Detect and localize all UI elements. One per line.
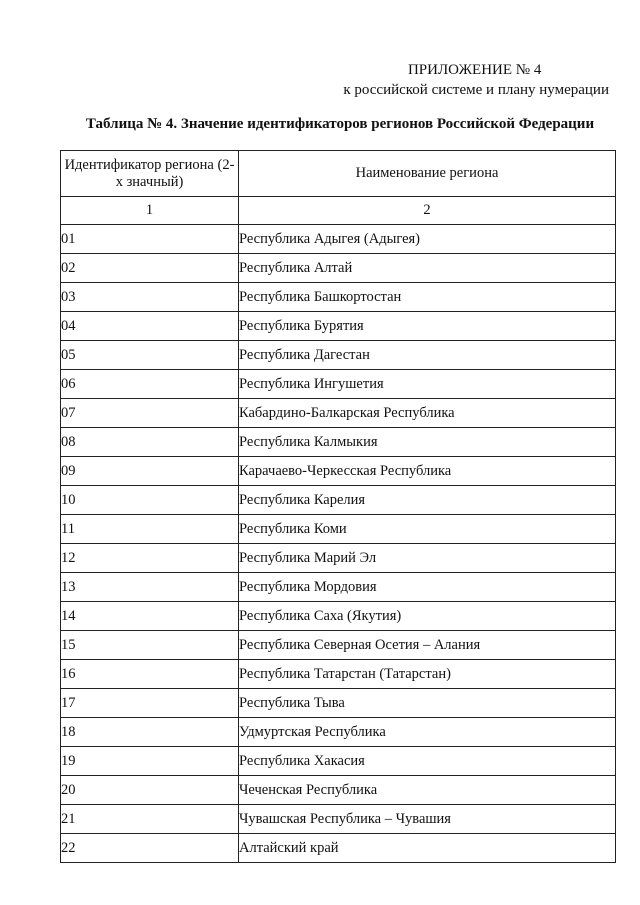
region-name-cell: Республика Мордовия <box>239 573 616 602</box>
region-id-cell: 13 <box>61 573 239 602</box>
table-row <box>61 805 616 834</box>
region-name-cell: Республика Северная Осетия – Алания <box>239 631 616 660</box>
region-id-cell: 17 <box>61 689 239 718</box>
region-id-cell: 16 <box>61 660 239 689</box>
region-id-cell: 03 <box>61 283 239 312</box>
column-header-region-name: Наименование региона <box>239 151 616 197</box>
table-row <box>61 660 616 689</box>
table-row <box>61 573 616 602</box>
table-row <box>61 544 616 573</box>
table-row <box>61 631 616 660</box>
region-name-cell: Карачаево-Черкесская Республика <box>239 457 616 486</box>
region-id-cell: 02 <box>61 254 239 283</box>
table-row <box>61 283 616 312</box>
table-row <box>61 457 616 486</box>
region-id-cell: 09 <box>61 457 239 486</box>
region-id-cell: 12 <box>61 544 239 573</box>
region-id-cell: 06 <box>61 370 239 399</box>
table-row <box>61 312 616 341</box>
region-id-cell: 08 <box>61 428 239 457</box>
region-id-cell: 04 <box>61 312 239 341</box>
region-name-cell: Республика Адыгея (Адыгея) <box>239 225 616 254</box>
table-title: Таблица № 4. Значение идентификаторов регионов Российской Федерации <box>85 116 595 132</box>
region-name-cell: Алтайский край <box>239 834 616 863</box>
region-id-cell: 07 <box>61 399 239 428</box>
table-row <box>61 718 616 747</box>
table-row <box>61 225 616 254</box>
region-id-cell: 19 <box>61 747 239 776</box>
region-id-cell: 05 <box>61 341 239 370</box>
region-name-cell: Чувашская Республика – Чувашия <box>239 805 616 834</box>
region-name-cell: Республика Хакасия <box>239 747 616 776</box>
table-row <box>61 602 616 631</box>
region-name-cell: Республика Калмыкия <box>239 428 616 457</box>
region-id-cell: 20 <box>61 776 239 805</box>
region-id-cell: 01 <box>61 225 239 254</box>
region-name-cell: Республика Карелия <box>239 486 616 515</box>
region-name-cell: Республика Марий Эл <box>239 544 616 573</box>
region-name-cell: Республика Тыва <box>239 689 616 718</box>
region-id-cell: 22 <box>61 834 239 863</box>
region-id-cell: 21 <box>61 805 239 834</box>
table-row <box>61 776 616 805</box>
regions-table <box>60 150 616 863</box>
region-name-cell: Удмуртская Республика <box>239 718 616 747</box>
table-row <box>61 428 616 457</box>
table-row <box>61 515 616 544</box>
table-row <box>61 834 616 863</box>
region-id-cell: 14 <box>61 602 239 631</box>
region-id-cell: 10 <box>61 486 239 515</box>
table-header-row <box>61 151 616 197</box>
table-row <box>61 370 616 399</box>
table-row <box>61 747 616 776</box>
region-name-cell: Республика Башкортостан <box>239 283 616 312</box>
appendix-subtitle: к российской системе и плану нумерации <box>343 82 609 98</box>
column-number-1: 1 <box>61 197 239 225</box>
table-row <box>61 486 616 515</box>
region-name-cell: Республика Ингушетия <box>239 370 616 399</box>
region-name-cell: Республика Саха (Якутия) <box>239 602 616 631</box>
region-name-cell: Республика Дагестан <box>239 341 616 370</box>
table-row <box>61 399 616 428</box>
table-row <box>61 689 616 718</box>
table-row <box>61 254 616 283</box>
appendix-header <box>343 60 609 100</box>
region-id-cell: 18 <box>61 718 239 747</box>
region-name-cell: Республика Татарстан (Татарстан) <box>239 660 616 689</box>
region-name-cell: Республика Алтай <box>239 254 616 283</box>
region-id-cell: 15 <box>61 631 239 660</box>
region-name-cell: Республика Коми <box>239 515 616 544</box>
column-number-row <box>61 197 616 225</box>
region-name-cell: Чеченская Республика <box>239 776 616 805</box>
appendix-title: ПРИЛОЖЕНИЕ № 4 <box>407 62 542 78</box>
table-row <box>61 341 616 370</box>
region-name-cell: Кабардино-Балкарская Республика <box>239 399 616 428</box>
region-name-cell: Республика Бурятия <box>239 312 616 341</box>
column-header-region-id: Идентификатор региона (2-х значный) <box>61 151 239 197</box>
region-id-cell: 11 <box>61 515 239 544</box>
column-number-2: 2 <box>239 197 616 225</box>
